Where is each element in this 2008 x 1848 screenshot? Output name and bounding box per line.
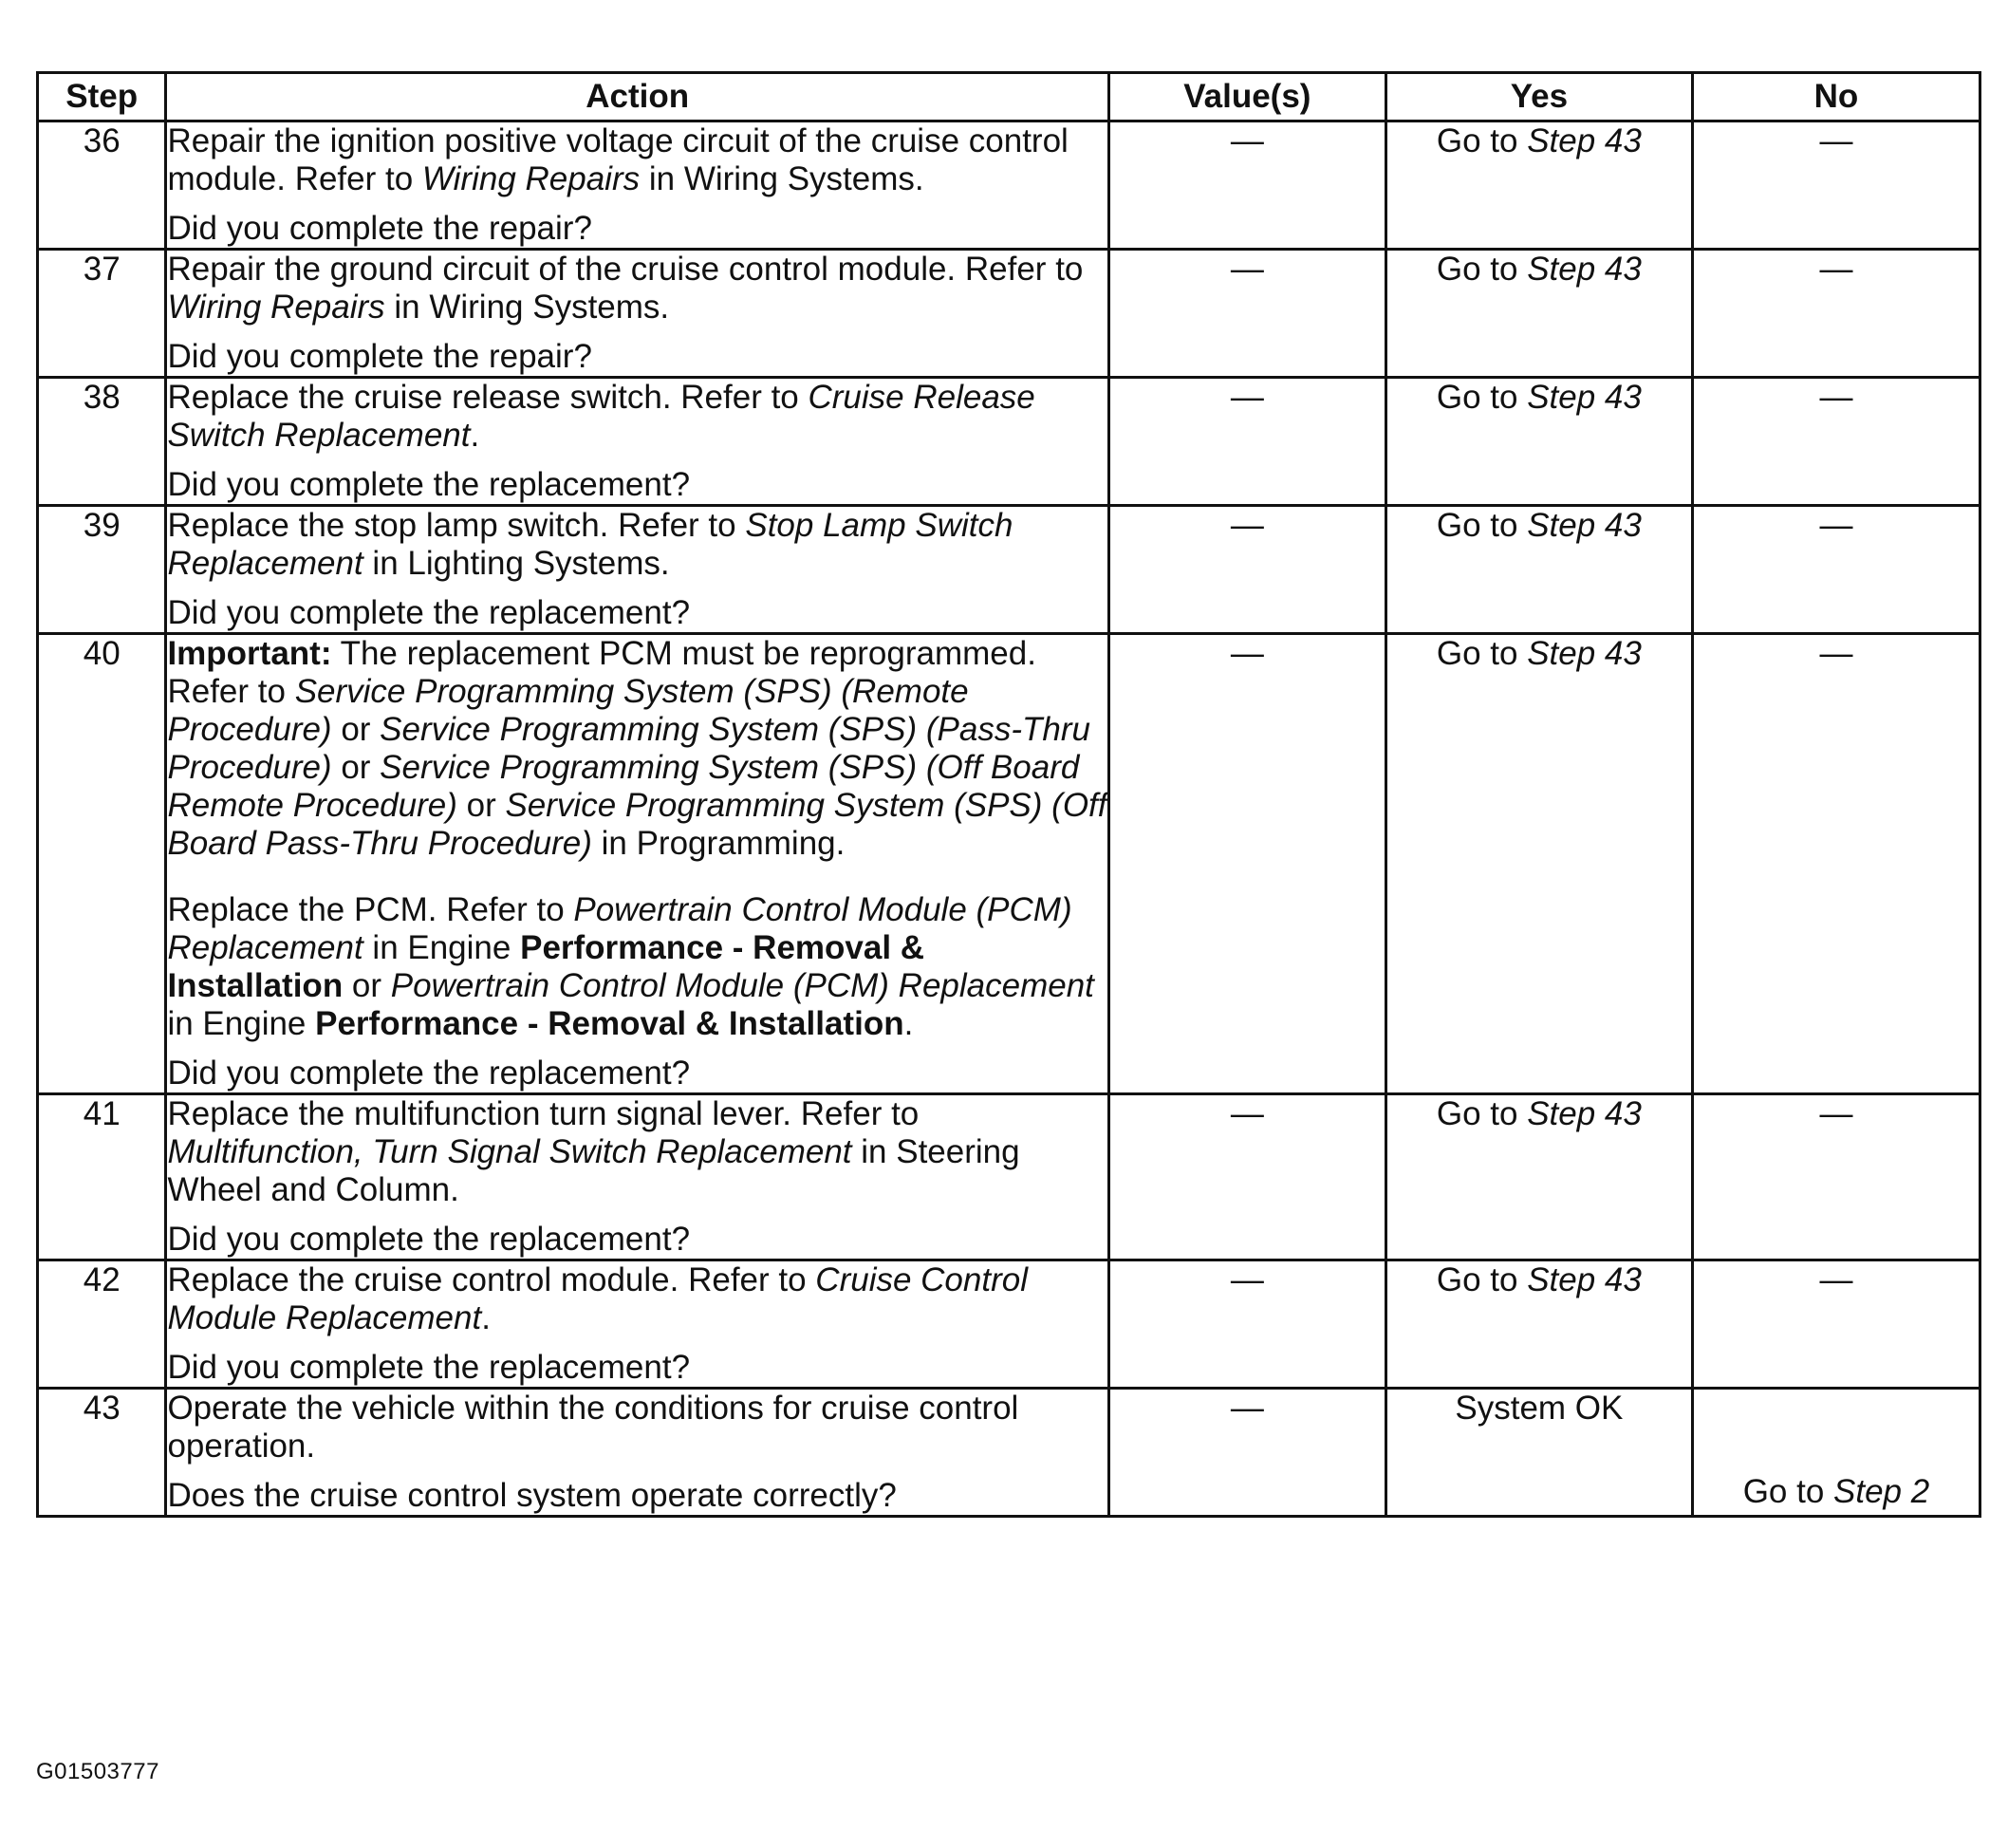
action-cell [166, 378, 1108, 506]
action-cell [166, 506, 1108, 634]
action-text: Replace the cruise control module. Refer to Cruise Control Module Replacement. [167, 1261, 1028, 1336]
action-cell [166, 1094, 1108, 1260]
values-cell: — [1108, 506, 1385, 634]
action-question: Did you complete the replacement? [167, 466, 691, 503]
table-header-row [38, 73, 1980, 121]
action-question: Did you complete the replacement? [167, 1221, 691, 1258]
action-text: Replace the stop lamp switch. Refer to Stop Lamp Switch Replacement in Lighting Systems. [167, 507, 1013, 582]
table-row [38, 506, 1980, 634]
diagnostic-table-container [36, 71, 1981, 1518]
table-row [38, 121, 1980, 250]
action-text: Replace the multifunction turn signal lever. Refer to Multifunction, Turn Signal Switch Replacement in Steering Wheel and Column. [167, 1095, 1020, 1208]
values-cell: — [1108, 1094, 1385, 1260]
step-number: 40 [38, 634, 166, 1094]
diagnostic-table [36, 71, 1981, 1518]
header-step: Step [38, 73, 166, 121]
action-text: Repair the ground circuit of the cruise control module. Refer to Wiring Repairs in Wiring Systems. [167, 251, 1084, 326]
yes-cell: Go to Step 43 [1385, 121, 1692, 250]
no-cell: — [1692, 506, 1980, 634]
yes-cell: Go to Step 43 [1385, 250, 1692, 378]
action-text: Operate the vehicle within the conditions for cruise control operation. [167, 1390, 1019, 1465]
header-values: Value(s) [1108, 73, 1385, 121]
action-cell [166, 1389, 1108, 1517]
values-cell: — [1108, 634, 1385, 1094]
step-number: 37 [38, 250, 166, 378]
table-row [38, 1260, 1980, 1389]
table-row [38, 634, 1980, 1094]
yes-cell: Go to Step 43 [1385, 378, 1692, 506]
header-no: No [1692, 73, 1980, 121]
no-cell: — [1692, 1260, 1980, 1389]
table-row [38, 1094, 1980, 1260]
header-action: Action [166, 73, 1108, 121]
action-text: Replace the cruise release switch. Refer to Cruise Release Switch Replacement. [167, 379, 1035, 454]
yes-cell: Go to Step 43 [1385, 1094, 1692, 1260]
no-cell: — [1692, 378, 1980, 506]
step-number: 43 [38, 1389, 166, 1517]
action-question: Did you complete the repair? [167, 210, 592, 247]
no-cell: — [1692, 634, 1980, 1094]
action-question: Did you complete the replacement? [167, 1349, 691, 1386]
values-cell: — [1108, 121, 1385, 250]
action-text: Repair the ignition positive voltage circuit of the cruise control module. Refer to Wiring Repairs in Wiring Systems. [167, 122, 1069, 197]
action-cell [166, 1260, 1108, 1389]
yes-cell: System OK [1385, 1389, 1692, 1517]
step-number: 42 [38, 1260, 166, 1389]
action-cell [166, 121, 1108, 250]
values-cell: — [1108, 1389, 1385, 1517]
no-cell: — [1692, 1094, 1980, 1260]
action-question: Did you complete the repair? [167, 338, 592, 375]
step-number: 39 [38, 506, 166, 634]
action-cell [166, 634, 1108, 1094]
step-number: 41 [38, 1094, 166, 1260]
no-cell: — [1692, 121, 1980, 250]
table-body [38, 121, 1980, 1517]
no-cell: — [1692, 250, 1980, 378]
no-cell: Go to Step 2 [1692, 1389, 1980, 1517]
action-text-secondary: Replace the PCM. Refer to Powertrain Control Module (PCM) Replacement in Engine Performance - Removal & Installation or Powertrain Control Module (PCM) Replacement in Engine Performance - Removal & Installation. [167, 891, 1094, 1042]
step-number: 38 [38, 378, 166, 506]
header-yes: Yes [1385, 73, 1692, 121]
yes-cell: Go to Step 43 [1385, 506, 1692, 634]
values-cell: — [1108, 250, 1385, 378]
action-question: Does the cruise control system operate correctly? [167, 1477, 897, 1514]
action-cell [166, 250, 1108, 378]
action-text: Important: The replacement PCM must be reprogrammed. Refer to Service Programming System (SPS) (Remote Procedure) or Service Programming System (SPS) (Pass-Thru Procedure) or Service Programming System (SPS) (Off Board Remote Procedure) or Service Programming System (SPS) (Off Board Pass-Thru Procedure) in Programming. [167, 635, 1107, 862]
action-question: Did you complete the replacement? [167, 1055, 691, 1092]
yes-cell: Go to Step 43 [1385, 634, 1692, 1094]
yes-cell: Go to Step 43 [1385, 1260, 1692, 1389]
figure-id: G01503777 [36, 1759, 159, 1784]
table-row [38, 1389, 1980, 1517]
values-cell: — [1108, 378, 1385, 506]
table-row [38, 250, 1980, 378]
action-question: Did you complete the replacement? [167, 594, 691, 631]
table-row [38, 378, 1980, 506]
step-number: 36 [38, 121, 166, 250]
values-cell: — [1108, 1260, 1385, 1389]
